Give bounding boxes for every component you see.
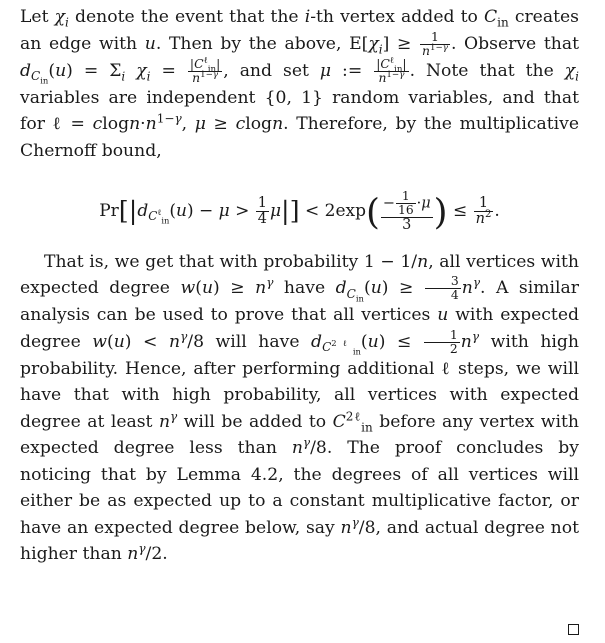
paragraph-conclusion: That is, we get that with probability 1 − 1/n, all vertices with expected degree $w(u) \ge n^\gamma$ have $d_{C_{in}}(u)$ ≥ $\frac{3}{4}$ $n^\gamma$. A similar analysis can be used to prove that all vertices u with expected degree $w(u) < n^\gamma/8$ will have $d_{C^{2\ell}_{in}}(u)$ ≤ $\frac{1}{2}$ $n^\gamma$ with high probability. Hence, after performing additional ℓ steps, we will have that with high probability, all vertices with expected degree at least $n^\gamma$ will be added to $C^{2\ell}_{in}$ before any vertex with expected degree less than $n^\gamma/8$. The proof concludes by noticing that by Lemma 4.2, the degrees of all vertices will either be as expected up to a constant multiplicative factor, or have an expected degree below, say $n^\gamma/8$, and actual degree not higher than $n^\gamma/2$.	[20, 251, 580, 565]
paragraph-chernoff-setup: Let $\chi_i$ denote the event that the i-th vertex added to $C_{in}$ creates an edge with u. Then by the above, $E[\chi_i]$ ≥ $\frac{1}{n^{1-\gamma}}$ . Observe that $d_{C_{in}}(u) = \Sigma_i$ $\chi_i$ = $\frac{|C^\ell_{in}|}{n^{1-\gamma}}$ , and set μ := $\frac{|C^\ell_{in}|}{n^{1-\gamma}}$ . Note that the $\chi_i$ variables are independent {0, 1} random variables, and that for ℓ = $clogn\cdot n^{1-\gamma}$, μ ≥ clogn. Therefore, by the multiplicative Chernoff bound,	[20, 7, 580, 161]
qed-square-icon	[568, 624, 579, 635]
chernoff-bound-equation: $Pr[|d_{C^\ell_{in}}(u) - \mu$ > $\frac{1}{4}$ μ|] < 2exp( − $\frac{1}{16}$ ·μ 3 ) ≤ $\frac{1}{n^2}$ .	[99, 189, 500, 233]
